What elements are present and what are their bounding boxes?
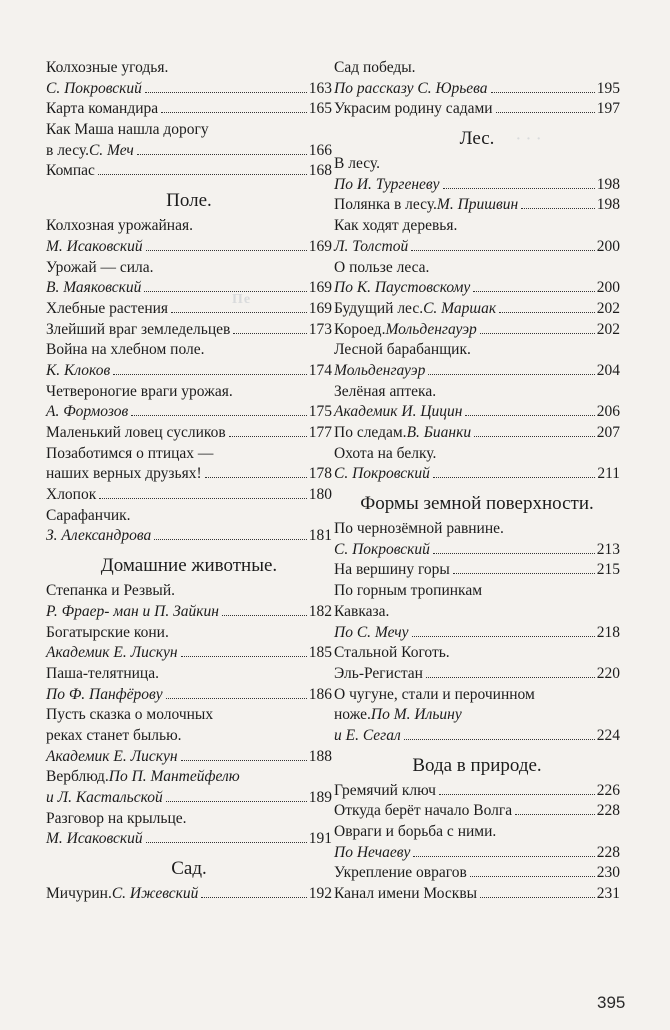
toc-left-column [46,58,332,905]
toc-entry [46,161,332,182]
section-heading: Формы земной поверхности. [360,493,594,515]
dot-leader [222,615,307,616]
entry-title: Колхозная урожайная. [46,217,193,235]
toc-entry [46,464,332,485]
entry-page-number: 180 [308,486,332,504]
entry-page-number: 178 [308,465,332,483]
dot-leader [521,208,595,209]
toc-line [334,685,620,706]
entry-title: Разговор на крыльце. [46,809,187,827]
toc-line [334,154,620,175]
entry-page-number: 185 [308,644,332,662]
entry-page-number: 228 [596,843,620,861]
entry-title: Зелёная аптека. [334,382,437,400]
dot-leader [205,477,307,478]
toc-entry [46,526,332,547]
entry-author: По И. Тургеневу [334,175,440,193]
section-heading: Лес. [459,128,495,150]
entry-page-number: 169 [308,237,332,255]
entry-author: Л. Толстой [334,237,409,255]
toc-entry [334,540,620,561]
toc-entry [334,863,620,884]
dot-leader [98,174,307,175]
toc-entry [46,884,332,905]
dot-leader [146,250,307,251]
toc-entry [46,99,332,120]
toc-entry [334,278,620,299]
toc-entry [46,237,332,258]
entry-page-number: 168 [308,162,332,180]
entry-author: Мольденгауэр [385,320,477,338]
entry-title: О чугуне, стали и перочинном [334,685,535,703]
toc-entry [334,299,620,320]
toc-entry [46,829,332,850]
entry-title: О пользе леса. [334,258,430,276]
entry-page-number: 174 [308,361,332,379]
dot-leader [426,677,595,678]
entry-page-number: 195 [596,79,620,97]
show-through-mark: · · · [516,132,543,147]
entry-page-number: 202 [596,320,620,338]
entry-author: По Нечаеву [334,843,411,861]
entry-page-number: 198 [596,175,620,193]
entry-title: в лесу. [46,141,89,159]
entry-title: По чернозёмной равнине. [334,520,504,538]
dot-leader [496,112,595,113]
entry-page-number: 211 [597,465,620,483]
dot-leader [404,739,595,740]
entry-title: Овраги и борьба с ними. [334,823,497,840]
entry-author: А. Формозов [46,403,129,421]
entry-author: В. Бианки [406,424,472,441]
dot-leader [491,92,595,93]
entry-page-number: 230 [596,864,620,882]
toc-line [46,258,332,279]
entry-title: Паша-телятница. [46,664,159,682]
toc-entry [334,79,620,100]
dot-leader [474,436,595,437]
entry-page-number: 177 [308,424,332,441]
toc-right-column [334,58,620,905]
entry-page-number: 192 [308,885,332,903]
entry-page-number: 181 [308,527,332,545]
entry-title: Кавказа. [334,602,390,620]
dot-leader [166,801,307,802]
dot-leader [411,250,595,251]
entry-title: Маленький ловец сусликов [46,424,226,441]
entry-title: Карта командира [46,100,159,118]
toc-entry [334,726,620,747]
toc-entry [46,602,332,623]
entry-title: Канал имени Москвы [334,885,478,903]
toc-entry [334,195,620,216]
entry-title: Как Маша нашла дорогу [46,121,209,139]
entry-title: Эль-Регистан [334,664,423,682]
entry-page-number: 204 [596,361,620,379]
toc-entry [334,361,620,382]
dot-leader [433,477,595,478]
entry-author: К. Клоков [46,361,111,379]
dot-leader [443,188,595,189]
entry-author: По К. Паустовскому [334,279,471,297]
toc-line [46,58,332,79]
entry-title: В лесу. [334,155,380,173]
dot-leader [99,498,306,499]
entry-page-number: 173 [308,320,332,338]
entry-title: Охота на белку. [334,444,437,462]
toc-line [46,444,332,465]
dot-leader [412,636,595,637]
toc-entry [334,623,620,644]
entry-author: М. Исаковский [46,830,143,848]
toc-entry [334,423,620,444]
entry-title: Стальной Коготь. [334,644,450,662]
dot-leader [161,112,307,113]
toc-entry [334,801,620,822]
entry-author: С. Покровский [46,79,142,97]
toc-entry [334,99,620,120]
entry-page-number: 182 [308,602,332,620]
toc-line [334,58,620,79]
entry-page-number: 224 [596,726,620,744]
dot-leader [154,539,307,540]
dot-leader [113,374,307,375]
entry-title: Хлебные растения [46,299,169,317]
toc-line [46,726,332,747]
toc-line [46,216,332,237]
entry-author: Академик И. Цицин [334,403,463,421]
entry-page-number: 231 [596,885,620,903]
toc-entry [334,175,620,196]
entry-page-number: 166 [308,141,332,159]
dot-leader [480,897,595,898]
entry-author: и Л. Кастальской [46,789,163,806]
toc-line [334,519,620,540]
entry-title: Компас [46,162,95,180]
toc-entry [46,299,332,320]
toc-entry [334,402,620,423]
entry-title: Колхозные угодья. [46,59,169,76]
entry-title: Злейший враг земледельцев [46,320,231,338]
dot-leader [229,436,307,437]
entry-title: Украсим родину садами [334,100,493,118]
entry-title: Мичурин. [46,885,112,903]
toc-entry [46,278,332,299]
entry-page-number: 206 [596,403,620,421]
entry-author: и Е. Сегал [334,726,401,744]
toc-entry [46,361,332,382]
entry-author: Мольденгауэр [334,361,426,379]
toc-line [334,444,620,465]
toc-entry [46,79,332,100]
dot-leader [473,291,594,292]
toc-entry [46,788,332,809]
dot-leader [181,760,307,761]
entry-author: По С. Мечу [334,623,409,641]
toc-line [46,809,332,830]
dot-leader [480,333,595,334]
entry-author: М. Пришвин [436,196,519,214]
entry-title: Урожай — сила. [46,258,154,276]
entry-title: Лесной барабанщик. [334,341,471,359]
entry-title: Пусть сказка о молочных [46,706,214,724]
entry-page-number: 163 [308,79,332,97]
dot-leader [413,856,594,857]
entry-title: Богатырские кони. [46,623,169,641]
entry-title: Позаботимся о птицах — [46,444,214,462]
entry-author: С. Ижевский [111,885,199,903]
entry-page-number: 169 [308,299,332,317]
toc-entry [334,884,620,905]
entry-title: наших верных друзьях! [46,465,202,483]
entry-page-number: 213 [596,540,620,558]
toc-line [334,216,620,237]
entry-page-number: 197 [596,100,620,118]
dot-leader [470,876,595,877]
entry-title: ноже. [334,706,371,724]
entry-title: Четвероногие враги урожая. [46,382,233,400]
entry-page-number: 207 [596,424,620,441]
section-heading: Поле. [166,190,212,212]
entry-page-number: 175 [308,403,332,421]
toc-line [46,664,332,685]
entry-title: Степанка и Резвый. [46,582,175,600]
toc-line [334,643,620,664]
toc-entry [334,320,620,341]
entry-title: Сарафанчик. [46,506,131,524]
entry-title: Война на хлебном поле. [46,341,205,359]
entry-title: По следам. [334,424,407,441]
dot-leader [166,698,307,699]
dot-leader [171,312,307,313]
entry-page-number: 186 [308,685,332,703]
entry-page-number: 215 [596,561,620,579]
entry-author: Р. Фраер- ман и П. Зайкин [46,602,219,620]
entry-page-number: 200 [596,237,620,255]
dot-leader [453,573,595,574]
dot-leader [428,374,594,375]
entry-page-number: 189 [308,789,332,806]
dot-leader [131,415,307,416]
entry-page-number: 188 [308,747,332,765]
section-heading: Сад. [171,858,207,880]
entry-page-number: 198 [596,196,620,214]
entry-author: Академик Е. Лискун [46,747,178,765]
toc-line [46,581,332,602]
entry-title: Короед. [334,320,386,338]
entry-title: По горным тропинкам [334,582,483,600]
toc-line [334,705,620,726]
entry-title: Сад победы. [334,59,416,76]
entry-author: По рассказу С. Юрьева [334,79,488,97]
toc-line [46,382,332,403]
toc-entry [334,843,620,864]
entry-page-number: 191 [308,830,332,848]
toc-entry [46,423,332,444]
toc-line [46,767,332,788]
entry-page-number: 218 [596,623,620,641]
entry-title: Откуда берёт начало Волга [334,802,513,820]
entry-title: Будущий лес. [334,299,424,317]
toc-line [334,822,620,843]
section-heading: Домашние животные. [100,555,278,577]
dot-leader [465,415,594,416]
dot-leader [145,92,307,93]
entry-title: Гремячий ключ [334,781,436,799]
toc-entry [334,781,620,802]
entry-author: По М. Ильину [370,706,462,724]
toc-entry [46,485,332,506]
toc-entry [46,685,332,706]
toc-line [334,382,620,403]
toc-entry [46,402,332,423]
dot-leader [233,333,306,334]
entry-author: М. Исаковский [46,237,143,255]
toc-entry [334,560,620,581]
dot-leader [144,291,306,292]
dot-leader [201,897,306,898]
entry-page-number: 165 [308,100,332,118]
entry-author: С. Меч [88,141,134,159]
entry-page-number: 226 [596,781,620,799]
show-through-mark: Пе [232,292,252,307]
toc-entry [46,320,332,341]
entry-page-number: 200 [596,279,620,297]
toc-line [46,340,332,361]
toc-line [46,705,332,726]
entry-page-number: 202 [596,299,620,317]
dot-leader [439,794,595,795]
dot-leader [137,154,307,155]
entry-author: В. Маяковский [46,279,142,297]
section-heading: Вода в природе. [412,754,542,776]
entry-title: Полянка в лесу. [334,196,437,214]
entry-author: С. Покровский [334,540,430,558]
entry-author: По П. Мантейфелю [108,768,240,786]
dot-leader [499,312,595,313]
toc-line [334,340,620,361]
dot-leader [146,842,307,843]
entry-page-number: 228 [596,802,620,820]
entry-title: Как ходят деревья. [334,217,458,235]
toc-line [46,623,332,644]
toc-entry [334,464,620,485]
toc-line [46,120,332,141]
toc-entry [334,237,620,258]
entry-title: Верблюд. [46,768,109,786]
entry-title: Укрепление оврагов [334,864,467,882]
dot-leader [181,656,307,657]
toc-entry [334,664,620,685]
entry-author: По Ф. Панфёрову [46,685,163,703]
toc-entry [46,747,332,768]
dot-leader [433,553,595,554]
entry-title: Хлопок [46,486,97,504]
entry-title: На вершину горы [334,561,450,579]
entry-title: реках станет былью. [46,726,182,744]
page-number: 395 [597,993,626,1012]
dot-leader [515,814,595,815]
entry-page-number: 220 [596,664,620,682]
entry-author: С. Маршак [423,299,497,317]
entry-author: З. Александрова [46,527,152,545]
toc-entry [46,643,332,664]
toc-line [46,506,332,527]
entry-author: Академик Е. Лискун [46,644,178,662]
entry-author: С. Покровский [334,465,430,483]
toc-line [334,581,620,602]
toc-entry [46,141,332,162]
toc-line [334,258,620,279]
toc-line [334,602,620,623]
entry-page-number: 169 [308,279,332,297]
